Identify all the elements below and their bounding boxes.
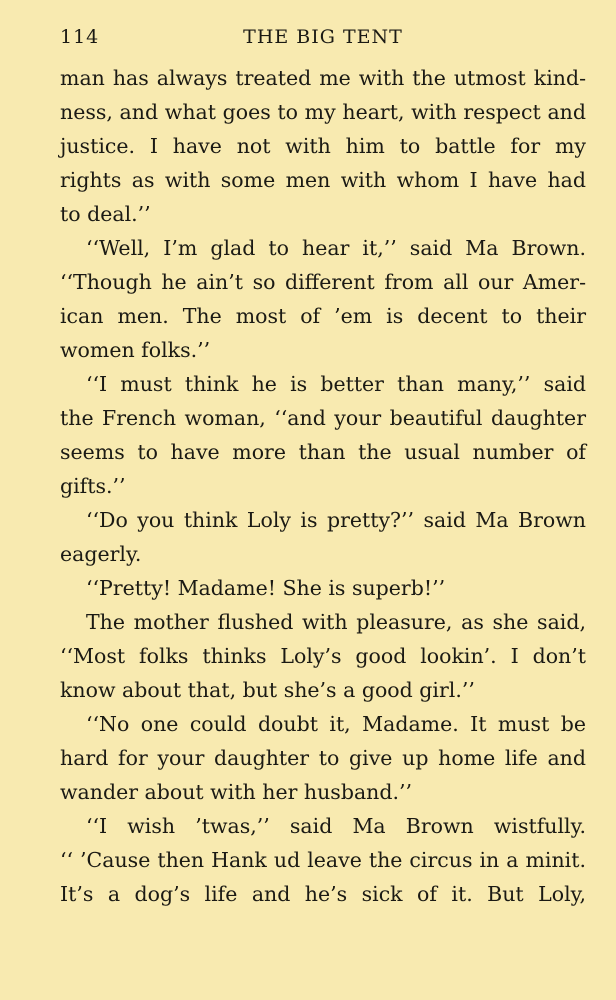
- text-line: the French woman, ‘‘and your beautiful daughter: [60, 406, 586, 430]
- text-line: ‘‘ ’Cause then Hank ud leave the circus in a minit.: [60, 848, 586, 872]
- text-line: justice. I have not with him to battle for my: [60, 134, 586, 158]
- text-line: The mother flushed with pleasure, as she said,: [86, 610, 586, 634]
- text-line: to deal.’’: [60, 202, 151, 226]
- text-line: It’s a dog’s life and he’s sick of it. But Loly,: [60, 882, 586, 906]
- text-line: ‘‘No one could doubt it, Madame. It must be: [86, 712, 586, 736]
- page-header: [60, 26, 586, 56]
- text-line: wander about with her husband.’’: [60, 780, 413, 804]
- text-line: man has always treated me with the utmost kind-: [60, 66, 586, 90]
- text-line: ness, and what goes to my heart, with respect and: [60, 100, 586, 124]
- running-title: THE BIG TENT: [243, 26, 403, 48]
- text-line: hard for your daughter to give up home life and: [60, 746, 586, 770]
- text-line: ‘‘Well, I’m glad to hear it,’’ said Ma Brown.: [86, 236, 586, 260]
- text-line: ican men. The most of ’em is decent to their: [60, 304, 586, 328]
- text-line: seems to have more than the usual number of: [60, 440, 586, 464]
- text-line: ‘‘Pretty! Madame! She is superb!’’: [86, 576, 446, 600]
- text-line: ‘‘I wish ’twas,’’ said Ma Brown wistfully.: [86, 814, 586, 838]
- body-text: [60, 61, 586, 911]
- text-line: ‘‘Do you think Loly is pretty?’’ said Ma Brown: [86, 508, 586, 532]
- text-line: gifts.’’: [60, 474, 126, 498]
- text-line: ‘‘Most folks thinks Loly’s good lookin’. I don’t: [60, 644, 586, 668]
- text-line: ‘‘I must think he is better than many,’’ said: [86, 372, 586, 396]
- text-line: eagerly.: [60, 542, 142, 566]
- text-line: know about that, but she’s a good girl.’’: [60, 678, 475, 702]
- text-line: rights as with some men with whom I have had: [60, 168, 586, 192]
- text-line: women folks.’’: [60, 338, 211, 362]
- page-number: 114: [60, 26, 100, 48]
- text-line: ‘‘Though he ain’t so different from all our Amer-: [60, 270, 586, 294]
